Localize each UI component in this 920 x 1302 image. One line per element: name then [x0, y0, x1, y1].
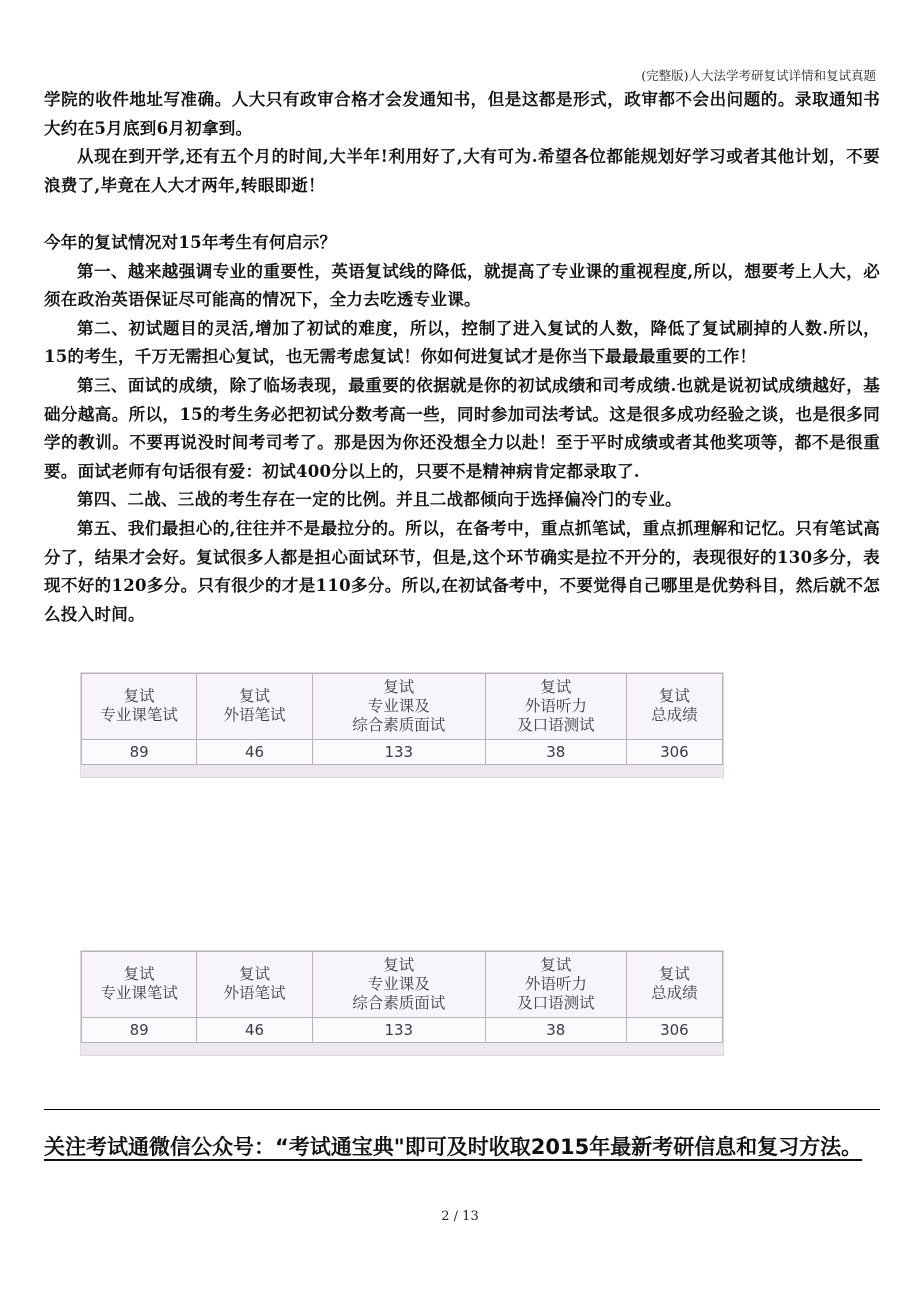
- table-header-cell: 复试 外语听力 及口语测试: [485, 674, 626, 740]
- score-table-image-duplicate: [80, 950, 724, 1056]
- table-tail: [82, 1042, 723, 1055]
- score-table-image: [80, 672, 724, 778]
- table-cell: 46: [197, 739, 312, 764]
- table-header-cell: 复试 专业课及 综合素质面试: [312, 952, 485, 1018]
- section-heading: 今年的复试情况对15年考生有何启示？: [44, 232, 337, 252]
- document-body: [44, 86, 880, 629]
- table-tail: [82, 764, 723, 777]
- footer-promo: [44, 1120, 884, 1175]
- table-cell: 306: [626, 739, 722, 764]
- table-header-cell: 复试 总成绩: [626, 952, 722, 1018]
- point-fifth: 第五、我们最担心的,往往并不是最拉分的。所以，在备考中，重点抓笔试，重点抓理解和记忆。只有笔试高分了，结果才会好。复试很多人都是担心面试环节，但是,这个环节确实是拉不开分的，表现很好的130多分，表现不好的120多分。只有很少的才是110多分。所以,在初试备考中，不要觉得自己哪里是优势科目，然后就不怎么投入时间。: [44, 518, 880, 624]
- table-header-cell: 复试 专业课笔试: [82, 952, 197, 1018]
- running-header: (完整版)人大法学考研复试详情和复试真题: [641, 68, 876, 83]
- table-cell: 38: [485, 1017, 626, 1042]
- table-cell: 306: [626, 1017, 722, 1042]
- paragraph-semester-plan: 从现在到开学,还有五个月的时间,大半年!利用好了,大有可为.希望各位都能规划好学习或者其他计划，不要浪费了,毕竟在人大才两年,转眼即逝！: [44, 147, 880, 195]
- point-first: 第一、越来越强调专业的重要性，英语复试线的降低，就提高了专业课的重视程度,所以，想要考上人大，必须在政治英语保证尽可能高的情况下，全力去吃透专业课。: [44, 261, 880, 310]
- footer-divider: [44, 1109, 880, 1110]
- table-header-cell: 复试 专业课笔试: [82, 674, 197, 740]
- table-cell: 133: [312, 1017, 485, 1042]
- table-header-row: [82, 674, 723, 740]
- table-cell: 38: [485, 739, 626, 764]
- table-row: [82, 739, 723, 764]
- point-fourth: 第四、二战、三战的考生存在一定的比例。并且二战都倾向于选择偏冷门的专业。: [77, 490, 682, 510]
- point-second: 第二、初试题目的灵活,增加了初试的难度，所以，控制了进入复试的人数，降低了复试刷掉的人数.所以，15的考生，千万无需担心复试，也无需考虑复试！你如何进复试才是你当下最最最重要的工作！: [44, 318, 880, 367]
- table-header-cell: 复试 外语笔试: [197, 674, 312, 740]
- point-third: 第三、面试的成绩，除了临场表现，最重要的依据就是你的初试成绩和司考成绩.也就是说初试成绩越好，基础分越高。所以，15的考生务必把初试分数考高一些，同时参加司法考试。这是很多成功经验之谈，也是很多同学的教训。不要再说没时间考司考了。那是因为你还没想全力以赴！至于平时成绩或者其他奖项等，都不是很重要。面试老师有句话很有爱：初试400分以上的，只要不是精神病肯定都录取了.: [44, 375, 880, 481]
- table-cell: 89: [82, 739, 197, 764]
- score-table: [81, 951, 723, 1055]
- table-header-cell: 复试 专业课及 综合素质面试: [312, 674, 485, 740]
- table-header-row: [82, 952, 723, 1018]
- table-header-cell: 复试 总成绩: [626, 674, 722, 740]
- footer-promo-text: 关注考试通微信公众号：“考试通宝典"即可及时收取2015年最新考研信息和复习方法。: [44, 1135, 863, 1159]
- page-number: 2 / 13: [441, 1209, 479, 1224]
- table-header-cell: 复试 外语笔试: [197, 952, 312, 1018]
- table-row: [82, 1017, 723, 1042]
- score-table: [81, 673, 723, 777]
- table-cell: 89: [82, 1017, 197, 1042]
- table-header-cell: 复试 外语听力 及口语测试: [485, 952, 626, 1018]
- table-cell: 46: [197, 1017, 312, 1042]
- table-cell: 133: [312, 739, 485, 764]
- paragraph-gap: [44, 200, 880, 229]
- paragraph-admission: 学院的收件地址写准确。人大只有政审合格才会发通知书，但是这都是形式，政审都不会出问题的。录取通知书大约在5月底到6月初拿到。: [44, 90, 880, 138]
